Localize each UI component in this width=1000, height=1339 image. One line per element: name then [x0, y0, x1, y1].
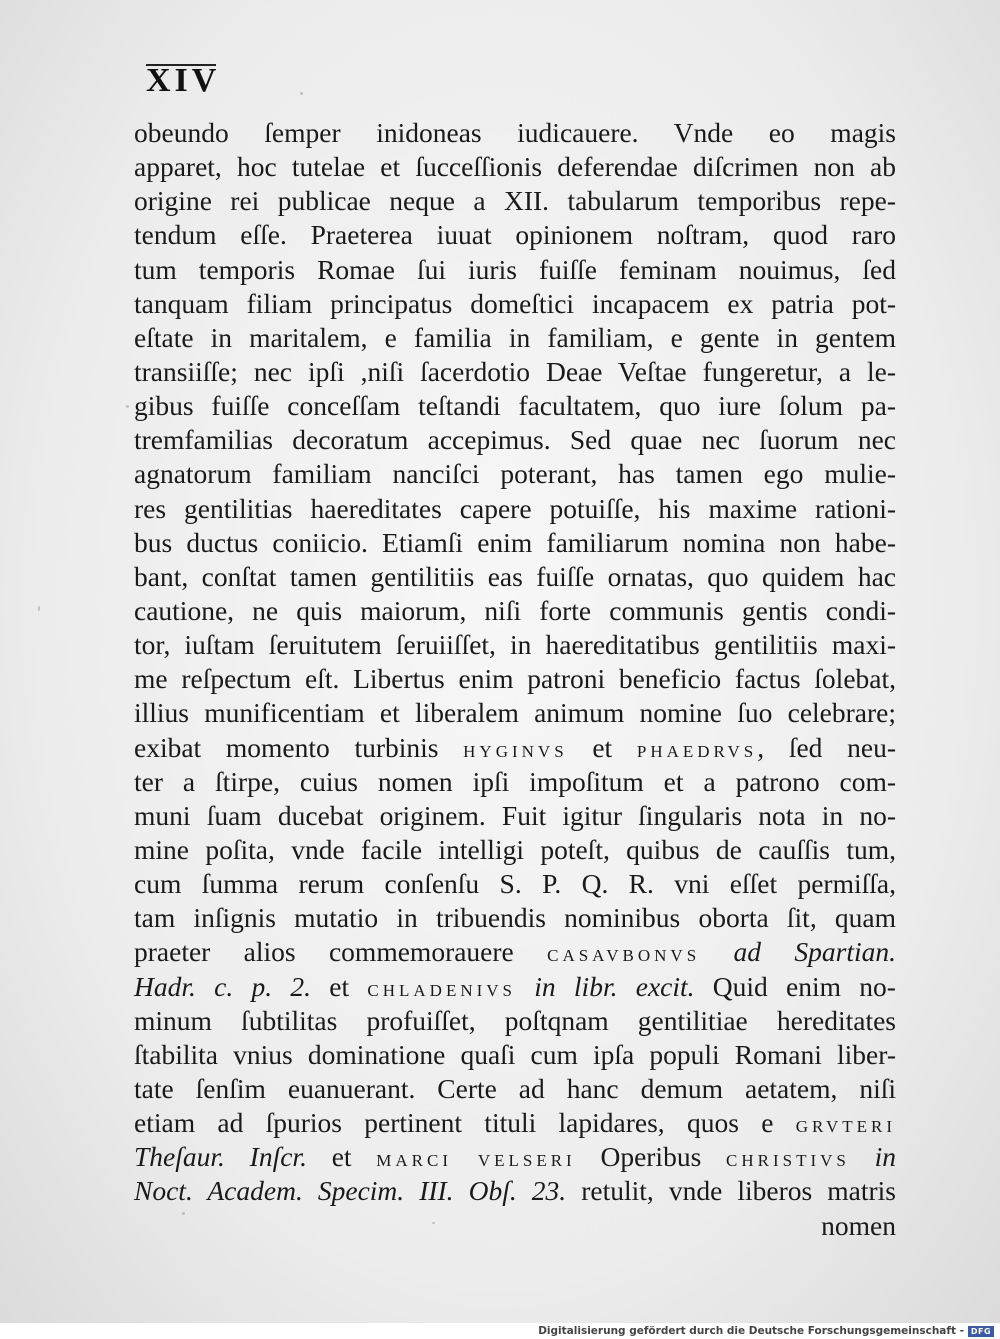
text-line [134, 355, 896, 389]
text-run: res gentilitias haereditates capere potuiſſe, his maxime rationi- [134, 492, 896, 524]
italic-citation: Noct. Academ. Specim. III. Obſ. 23. [134, 1175, 567, 1207]
text-run: et [311, 970, 368, 1002]
text-run: ſtabilita vnius dominatione quaſi cum ipſa populi Romani liber- [134, 1038, 896, 1070]
text-run [516, 971, 534, 1002]
text-run: praeter alios commemorauere [134, 936, 548, 968]
small-caps-name: CASAVBONVS [547, 946, 701, 966]
footer-credit: Digitalisierung gefördert durch die Deutsche Forschungsgemeinschaft - [538, 1325, 964, 1337]
text-line [134, 116, 896, 150]
text-run: bant, conſtat tamen gentilitiis eas fuiſſe ornatas, quo quidem hac [134, 560, 896, 592]
text-run: nomen [821, 1209, 896, 1241]
text-line [134, 1004, 896, 1038]
text-run: tanquam filiam principatus domeſtici incapacem ex patria pot- [134, 287, 896, 319]
text-line [134, 253, 896, 287]
text-run: tendum eſſe. Praeterea iuuat opinionem noſtram, quod raro [134, 219, 896, 251]
text-run [700, 936, 733, 967]
text-line [134, 765, 896, 799]
text-line [134, 594, 896, 628]
text-line [134, 867, 896, 901]
text-run: exibat momento turbinis [134, 731, 464, 763]
italic-citation: in [874, 1141, 897, 1173]
text-line [134, 1209, 896, 1243]
text-line [134, 731, 896, 765]
italic-citation: Hadr. c. p. 2. [134, 970, 312, 1002]
text-run: , ſed neu- [757, 731, 896, 763]
text-run: transiiſſe; nec ipſi ,niſi ſacerdotio Deae Veſtae fungeretur, a le- [134, 355, 896, 387]
small-caps-name: HYGINVS [463, 741, 568, 761]
text-run: minum ſubtilitas profuiſſet, poſtqnam gentilitiae hereditates [134, 1004, 896, 1036]
text-line [134, 423, 896, 457]
text-run: tor, iuſtam ſeruitutem ſeruiiſſet, in haereditatibus gentilitiis maxi- [134, 629, 896, 661]
text-run: obeundo ſemper inidoneas iudicauere. Vnde eo magis [134, 117, 896, 148]
text-line [134, 1140, 896, 1174]
text-line [134, 799, 896, 833]
italic-citation: in libr. excit. [534, 970, 695, 1002]
paper-speck [300, 92, 303, 95]
text-run: et [567, 731, 637, 763]
text-run: muni ſuam ducebat originem. Fuit igitur ſingularis nota in no- [134, 799, 896, 831]
text-line [134, 1038, 896, 1072]
small-caps-name: CHLADENIVS [367, 980, 516, 1000]
text-line [134, 184, 896, 218]
text-run: eſtate in maritalem, e familia in familiam, e gente in gentem [134, 321, 896, 353]
text-line [134, 150, 896, 184]
text-line [134, 935, 896, 969]
text-run: etiam ad ſpurios pertinent tituli lapidares, quos e [134, 1107, 796, 1139]
text-run: gibus fuiſſe conceſſam teſtandi facultatem, quo iure ſolum pa- [134, 390, 896, 422]
text-run: agnatorum familiam nanciſci poterant, has tamen ego mulie- [134, 458, 896, 490]
text-run: tate ſenſim euanuerant. Certe ad hanc demum aetatem, niſi [134, 1072, 896, 1104]
text-line [134, 560, 896, 594]
text-line [134, 662, 896, 696]
text-run: ter a ſtirpe, cuius nomen ipſi impoſitum et a patrono com- [134, 765, 896, 797]
text-run [850, 1141, 875, 1172]
paper-speck [38, 606, 40, 611]
text-line [134, 218, 896, 252]
text-line [134, 901, 896, 935]
text-line [134, 833, 896, 867]
dfg-logo: DFG [968, 1326, 994, 1337]
text-run: et [306, 1141, 377, 1173]
italic-citation: Theſaur. Inſcr. [134, 1141, 307, 1173]
text-line [134, 1106, 896, 1140]
text-run: cautione, ne quis maiorum, niſi forte communis gentis condi- [134, 594, 896, 626]
footer-bar [0, 1323, 1000, 1339]
small-caps-name: MARCI VELSERI [376, 1151, 576, 1171]
text-line [134, 526, 896, 560]
text-run: me reſpectum eſt. Libertus enim patroni beneficio factus ſolebat, [134, 663, 896, 695]
text-run: Quid enim no- [694, 970, 896, 1002]
text-line [134, 970, 896, 1004]
text-run: retulit, vnde liberos matris [566, 1175, 896, 1207]
text-run: origine rei publicae neque a XII. tabularum temporibus repe- [134, 185, 896, 217]
text-line [134, 389, 896, 423]
page-number: XIV [146, 62, 221, 99]
text-line [134, 1174, 896, 1208]
text-line [134, 287, 896, 321]
text-run: cum ſumma rerum conſenſu S. P. Q. R. vni eſſet permiſſa, [134, 868, 896, 900]
text-line [134, 492, 896, 526]
text-run: mine poſita, vnde facile intelligi poteſt, quibus de cauſſis tum, [134, 833, 896, 865]
text-run: apparet, hoc tutelae et ſucceſſionis deferendae diſcrimen non ab [134, 151, 896, 183]
paper-speck [126, 405, 129, 408]
text-run: bus ductus coniicio. Etiamſi enim familiarum nomina non habe- [134, 526, 896, 558]
small-caps-name: PHAEDRVS [636, 741, 758, 761]
text-run: illius munificentiam et liberalem animum nomine ſuo celebrare; [134, 697, 896, 729]
text-run: tremfamilias decoratum accepimus. Sed quae nec ſuorum nec [134, 424, 896, 456]
small-caps-name: CHRISTIVS [726, 1151, 850, 1171]
text-line [134, 321, 896, 355]
text-line [134, 1072, 896, 1106]
text-run: Operibus [575, 1141, 727, 1173]
text-line [134, 457, 896, 491]
text-line [134, 696, 896, 730]
text-run: tam inſignis mutatio in tribuendis nominibus oborta ſit, quam [134, 902, 896, 934]
italic-citation: ad Spartian. [733, 936, 896, 968]
text-run: tum temporis Romae ſui iuris fuiſſe feminam nouimus, ſed [134, 253, 896, 285]
small-caps-name: GRVTERI [795, 1117, 896, 1137]
body-text [134, 116, 896, 1243]
text-line [134, 628, 896, 662]
